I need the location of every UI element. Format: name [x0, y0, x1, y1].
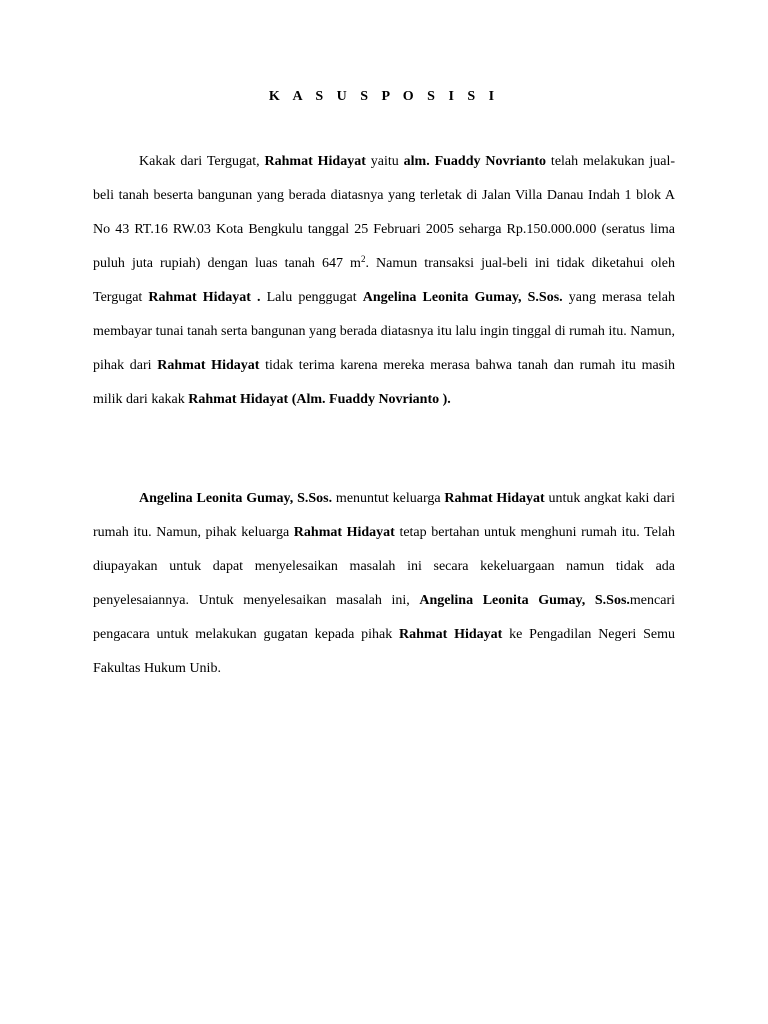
paragraph-2-text: mencari pengacara untuk melakukan gugatan kepada pihak [93, 593, 675, 642]
name-angelina-leonita-gumay: Angelina Leonita Gumay, S.Sos. [139, 491, 333, 506]
paragraph-1-text: tidak terima karena mereka merasa bahwa tanah dan rumah itu masih milik dari kakak [93, 358, 676, 407]
paragraph-1-text: Kakak dari Tergugat, [139, 154, 265, 169]
paragraph-1-text: yang merasa telah membayar tunai tanah serta bangunan yang berada diatasnya itu lalu ingin tinggal di rumah itu. Namun, pihak dari [93, 290, 675, 373]
name-rahmat-hidayat-alm: Rahmat Hidayat (Alm. Fuaddy Novrianto ). [188, 392, 451, 407]
paragraph-2-text: ke Pengadilan Negeri Semu Fakultas Hukum Unib. [93, 627, 675, 676]
name-rahmat-hidayat: Rahmat Hidayat [399, 627, 503, 642]
paragraph-2-text: tetap bertahan untuk menghuni rumah itu. Telah diupayakan untuk dapat menyelesaikan masalah ini secara kekeluargaan namun tidak ada penyelesaiannya. Untuk menyelesaikan masalah ini, [93, 525, 675, 608]
paragraph-2-text: menuntut keluarga [332, 491, 445, 506]
superscript-2: 2 [360, 254, 366, 264]
name-angelina-leonita-gumay: Angelina Leonita Gumay, S.Sos. [419, 593, 630, 608]
name-rahmat-hidayat: Rahmat Hidayat [264, 154, 366, 169]
name-fuaddy-novrianto: alm. Fuaddy Novrianto [403, 154, 547, 169]
paragraph-1-text: Lalu penggugat [260, 290, 363, 305]
name-rahmat-hidayat: Rahmat Hidayat [157, 358, 260, 373]
paragraph-1-text: yaitu [365, 154, 404, 169]
paragraph-1 [93, 145, 675, 417]
paragraph-2 [93, 482, 675, 686]
paragraph-1-text: telah melakukan jual-beli tanah beserta bangunan yang berada diatasnya yang terletak di Jalan Villa Danau Indah 1 blok A No 43 RT.16 RW.03 Kota Bengkulu tanggal 25 Februari 2005 seharga Rp.150.000.000 (seratus lima puluh juta rupiah) dengan luas tanah 647 m [93, 154, 675, 271]
paragraph-1-text: . Namun transaksi jual-beli ini tidak diketahui oleh Tergugat [93, 256, 675, 305]
name-angelina-leonita-gumay: Angelina Leonita Gumay, S.Sos. [362, 290, 563, 305]
name-rahmat-hidayat: Rahmat Hidayat [444, 491, 545, 506]
document-title: K A S U S P O S I S I [268, 89, 500, 104]
paragraph-2-text: untuk angkat kaki dari rumah itu. Namun, pihak keluarga [93, 491, 675, 540]
name-rahmat-hidayat: Rahmat Hidayat [293, 525, 395, 540]
name-rahmat-hidayat: Rahmat Hidayat . [148, 290, 261, 305]
